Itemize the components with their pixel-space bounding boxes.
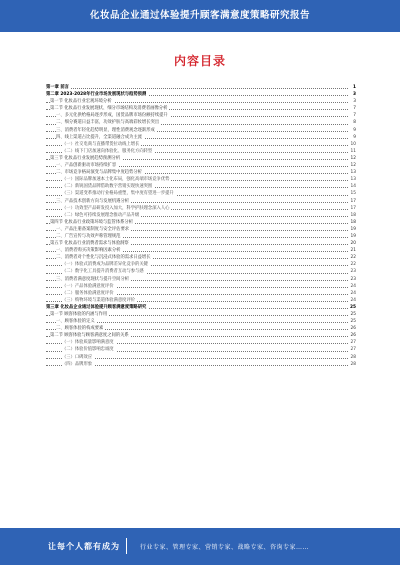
toc-entry-page: 27 bbox=[348, 346, 356, 353]
toc-entry-page: 9 bbox=[348, 127, 356, 134]
toc-entry-title: （三）口碑效应 bbox=[62, 354, 93, 360]
toc-entry-title: 第一章 前言 bbox=[46, 85, 69, 90]
toc-entry-title: 二、消费者对个性化与沉浸式体验的需求日益增长 bbox=[56, 255, 151, 261]
toc-entry-title: 一、消费者购买决策影响因素分析 bbox=[56, 248, 121, 254]
toc-entry-title: （二）数字化工具提升消费者互动与参与感 bbox=[62, 269, 144, 275]
toc-entry[interactable] bbox=[46, 304, 356, 311]
toc-entry[interactable] bbox=[46, 112, 356, 119]
footer-tagline: 行业专家、管理专家、营销专家、战略专家、咨询专家…… bbox=[140, 544, 310, 551]
toc-entry-title: 第一节 化妆品行业宏观环境分析 bbox=[50, 99, 112, 105]
toc-entry-title: 一、产品创新驱动市场持续扩容 bbox=[56, 163, 117, 169]
toc-entry[interactable] bbox=[46, 134, 356, 141]
toc-entry-title: 一、多元化供给格局逐步形成，国货品牌市场份额持续提升 bbox=[56, 113, 168, 119]
toc-entry-page: 10 bbox=[348, 141, 356, 148]
toc-entry[interactable] bbox=[46, 247, 356, 254]
toc-entry-title: 第二节 顾客体验与顾客满意度之间的关系 bbox=[50, 333, 129, 339]
toc-entry-title: （二）绿色可持续发展理念推动产品升级 bbox=[62, 212, 140, 218]
toc-entry-page: 19 bbox=[348, 226, 356, 233]
toc-entry[interactable] bbox=[46, 141, 356, 148]
toc-entry-title: 第一节 顾客体验的内涵与作用 bbox=[50, 312, 108, 317]
footer-slogan: 让每个人都有成为 bbox=[48, 542, 120, 551]
toc-entry-title: （四）品牌形象 bbox=[62, 361, 93, 367]
toc-entry[interactable] bbox=[46, 240, 356, 247]
toc-entry[interactable] bbox=[46, 268, 356, 275]
toc-entry[interactable] bbox=[46, 127, 356, 134]
toc-entry[interactable] bbox=[46, 297, 356, 304]
toc-entry-page: 28 bbox=[348, 354, 356, 361]
toc-entry-page: 3 bbox=[348, 98, 356, 105]
toc-entry-page: 24 bbox=[348, 283, 356, 290]
toc-entry-page: 28 bbox=[348, 361, 356, 368]
toc-entry-page: 13 bbox=[348, 169, 356, 176]
toc-entry-page: 22 bbox=[348, 254, 356, 261]
toc-entry-title: （一）国际品牌加速本土化布局，强化高端市场竞争优势 bbox=[62, 177, 170, 183]
toc-entry-title: （一）体验质量影响满意度 bbox=[62, 340, 114, 346]
toc-entry[interactable] bbox=[46, 105, 356, 112]
toc-entry-title: （二）新锐国货品牌借助数字营销实现快速突围 bbox=[62, 184, 153, 190]
toc-entry-page: 25 bbox=[348, 318, 356, 325]
toc-entry-title: （一）社交电商与直播带货拉动线上增长 bbox=[62, 141, 140, 147]
toc-entry[interactable] bbox=[46, 176, 356, 183]
toc-entry-page: 23 bbox=[348, 276, 356, 283]
toc-entry-page: 19 bbox=[348, 233, 356, 240]
toc-entry[interactable] bbox=[46, 169, 356, 176]
toc-entry[interactable] bbox=[46, 346, 356, 353]
toc-entry-page: 12 bbox=[348, 155, 356, 162]
toc-entry[interactable] bbox=[46, 318, 356, 325]
toc-entry[interactable] bbox=[46, 311, 356, 318]
toc-entry-page: 11 bbox=[348, 148, 356, 155]
toc-entry[interactable] bbox=[46, 190, 356, 197]
toc-entry-page: 1 bbox=[348, 84, 356, 91]
page-header bbox=[0, 0, 400, 32]
toc-entry-title: 第三节 化妆品行业发展趋势预测分析 bbox=[50, 155, 121, 161]
toc-entry[interactable] bbox=[46, 254, 356, 261]
toc-entry-title: （三）渠道变革推动行业格局重塑，集中度有望进一步提升 bbox=[62, 191, 174, 197]
toc-entry-page: 3 bbox=[348, 91, 356, 98]
toc-entry-title: 一、产品注册备案制度与安全评估要求 bbox=[56, 226, 130, 232]
toc-entry[interactable] bbox=[46, 233, 356, 240]
toc-entry-title: （一）体验式消费成为品牌差异化竞争的关键 bbox=[62, 262, 148, 268]
toc-entry-page: 7 bbox=[348, 105, 356, 112]
toc-entry-title: 三、消费者满意度现状与提升空间分析 bbox=[56, 276, 130, 282]
toc-entry-title: 三、产品技术创新方向与发展机遇分析 bbox=[56, 198, 130, 204]
toc-entry-title: （二）线下门店加速向体验化、服务化方向转型 bbox=[62, 148, 153, 154]
toc-entry-page: 15 bbox=[348, 190, 356, 197]
toc-entry[interactable] bbox=[46, 148, 356, 155]
toc-entry-page: 18 bbox=[348, 219, 356, 226]
toc-heading: 内容目录 bbox=[173, 54, 226, 68]
toc-entry-title: 二、市场竞争格局演变与品牌集中度趋势分析 bbox=[56, 170, 142, 176]
toc-entry-title: （三）购物环境与渠道体验满意度评价 bbox=[62, 297, 136, 303]
toc-entry-page: 25 bbox=[348, 311, 356, 318]
toc-entry-page: 13 bbox=[348, 176, 356, 183]
toc-entry-title: 第二章 2023-2028年行业市场发展现状与趋势预测 bbox=[46, 92, 147, 98]
toc-entry-page: 24 bbox=[348, 297, 356, 304]
toc-entry[interactable] bbox=[46, 198, 356, 205]
toc-entry[interactable] bbox=[46, 325, 356, 332]
toc-entry[interactable] bbox=[46, 155, 356, 162]
toc-entry[interactable] bbox=[46, 91, 356, 98]
toc-entry-page: 18 bbox=[348, 212, 356, 219]
toc-entry[interactable] bbox=[46, 290, 356, 297]
toc-entry-title: 二、顾客体验的构成要素 bbox=[56, 326, 104, 332]
toc-entry-page: 17 bbox=[348, 205, 356, 212]
footer-divider bbox=[126, 538, 127, 554]
toc-entry-page: 17 bbox=[348, 198, 356, 205]
report-title: 化妆品企业通过体验提升顾客满意度策略研究报告 bbox=[89, 10, 310, 21]
toc-entry-page: 22 bbox=[348, 261, 356, 268]
toc-entry-page: 27 bbox=[348, 339, 356, 346]
toc-entry[interactable] bbox=[46, 261, 356, 268]
toc-entry-title: （二）体验价值影响忠诚度 bbox=[62, 347, 114, 353]
toc-entry-page: 14 bbox=[348, 183, 356, 190]
toc-entry-page: 9 bbox=[348, 134, 356, 141]
toc-entry[interactable] bbox=[46, 205, 356, 212]
toc-entry-title: 三、消费者年轻化趋势明显，理性消费观念逐渐形成 bbox=[56, 127, 155, 133]
toc-entry[interactable] bbox=[46, 219, 356, 226]
toc-entry-title: 第五节 化妆品行业消费者需求与体验洞察 bbox=[50, 241, 129, 247]
toc-entry-page: 26 bbox=[348, 332, 356, 339]
toc-entry-page: 26 bbox=[348, 325, 356, 332]
page-footer bbox=[0, 528, 400, 565]
toc-entry-title: 二、细分赛道日益丰富，功效护肤与高端彩妆增长突出 bbox=[56, 120, 160, 126]
toc-entry[interactable] bbox=[46, 332, 356, 339]
toc-entry[interactable] bbox=[46, 276, 356, 283]
toc-entry-title: （一）产品体验满意度评价 bbox=[62, 283, 114, 289]
toc-entry-title: 第二节 化妆品行业发展现状、细分市场结构及消费者画像分析 bbox=[50, 106, 168, 112]
toc-entry[interactable] bbox=[46, 183, 356, 190]
toc-entry[interactable] bbox=[46, 212, 356, 219]
toc-entry[interactable] bbox=[46, 283, 356, 290]
toc-entry-page: 20 bbox=[348, 240, 356, 247]
toc-entry-title: （二）服务体验满意度评价 bbox=[62, 290, 114, 296]
toc-entry[interactable] bbox=[46, 162, 356, 169]
toc-entry-page: 24 bbox=[348, 290, 356, 297]
toc-entry-page: 8 bbox=[348, 119, 356, 126]
toc-entry[interactable] bbox=[46, 361, 356, 368]
table-of-contents bbox=[46, 84, 356, 368]
toc-entry[interactable] bbox=[46, 84, 356, 91]
toc-entry-title: （一）功效型产品研发投入加大，科学护肤理念深入人心 bbox=[62, 205, 170, 211]
toc-entry-page: 7 bbox=[348, 112, 356, 119]
toc-entry-title: 第三章 化妆品企业通过体验提升顾客满意度策略研究 bbox=[46, 304, 147, 310]
toc-entry[interactable] bbox=[46, 98, 356, 105]
toc-entry[interactable] bbox=[46, 119, 356, 126]
toc-entry-title: 二、广告宣传与功效声称管理规范 bbox=[56, 233, 121, 239]
toc-entry-title: 第四节 化妆品行业政策环境与监管体系分析 bbox=[50, 219, 134, 225]
toc-entry[interactable] bbox=[46, 226, 356, 233]
toc-entry-title: 四、线上渠道占比提升，全渠道融合成为主流 bbox=[56, 134, 142, 140]
toc-entry-page: 23 bbox=[348, 268, 356, 275]
toc-entry-title: 一、顾客体验的定义 bbox=[56, 319, 95, 325]
toc-entry-page: 12 bbox=[348, 162, 356, 169]
toc-entry-page: 25 bbox=[348, 304, 356, 311]
toc-entry[interactable] bbox=[46, 339, 356, 346]
toc-leader-dots bbox=[46, 88, 348, 89]
toc-entry[interactable] bbox=[46, 354, 356, 361]
toc-entry-page: 21 bbox=[348, 247, 356, 254]
